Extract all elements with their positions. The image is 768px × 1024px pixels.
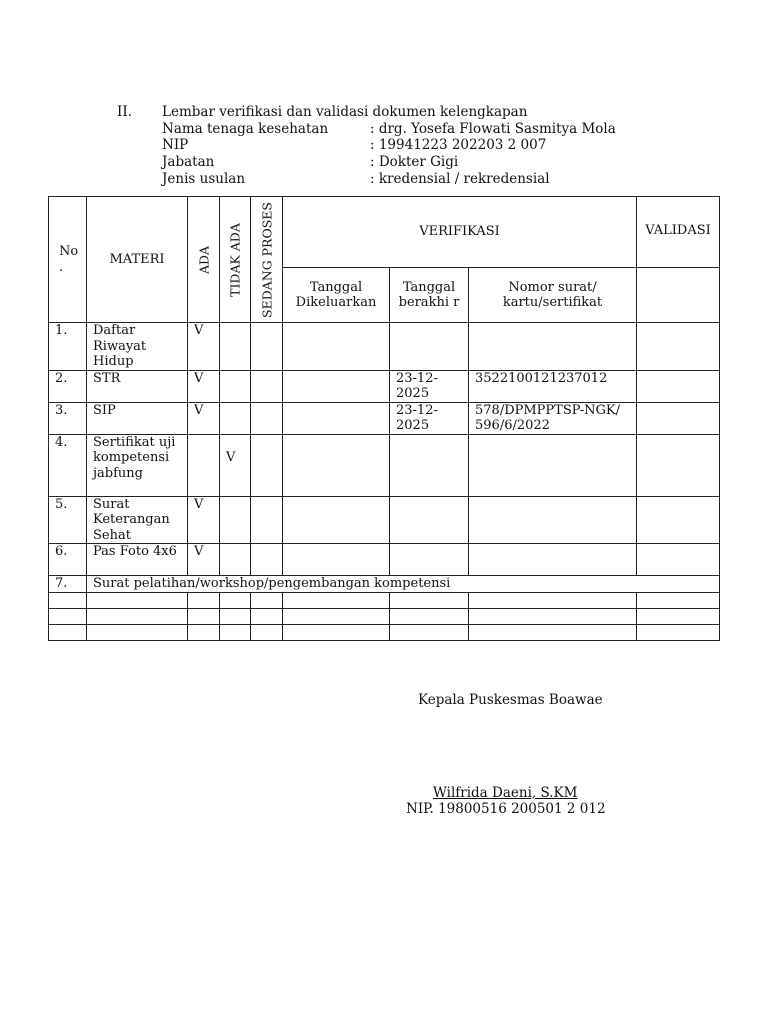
cell-no: 4. [49, 434, 87, 496]
cell-no: 2. [49, 370, 87, 402]
field-label: NIP [162, 137, 189, 153]
field-label: Jabatan [162, 154, 215, 170]
verification-table [48, 196, 720, 641]
cell-tidak-ada [220, 544, 251, 576]
field-value: : kredensial / rekredensial [370, 171, 550, 187]
cell-nomor [469, 496, 637, 544]
cell-tgl-akhir [390, 544, 469, 576]
cell-nomor: 578/DPMPPTSP-NGK/596/6/2022 [469, 402, 637, 434]
cell-ada: V [188, 544, 220, 576]
cell-tgl-keluar [283, 323, 390, 371]
cell-no: 7. [49, 576, 87, 593]
table-row [49, 434, 720, 496]
signature-name: Wilfrida Daeni, S.KM [433, 785, 578, 801]
cell-validasi [637, 496, 720, 544]
header-row-1 [49, 197, 720, 268]
cell-sedang-proses [251, 402, 283, 434]
header-sedang-proses: SEDANG PROSES [251, 197, 283, 323]
cell-no: 5. [49, 496, 87, 544]
cell-materi: Surat Keterangan Sehat [87, 496, 188, 544]
cell-tgl-akhir [390, 323, 469, 371]
cell-tgl-keluar [283, 496, 390, 544]
cell-tidak-ada [220, 402, 251, 434]
header-ada: ADA [188, 197, 220, 323]
field-value: : Dokter Gigi [370, 154, 459, 170]
cell-nomor [469, 434, 637, 496]
header-materi: MATERI [87, 197, 188, 323]
table-row [49, 402, 720, 434]
cell-tgl-akhir: 23-12-2025 [390, 402, 469, 434]
field-jabatan [162, 154, 458, 171]
field-value: : 19941223 202203 2 007 [370, 137, 547, 153]
table-row [49, 323, 720, 371]
cell-materi: STR [87, 370, 188, 402]
cell-tidak-ada [220, 370, 251, 402]
cell-sedang-proses [251, 496, 283, 544]
cell-sedang-proses [251, 434, 283, 496]
cell-materi-merged: Surat pelatihan/workshop/pengembangan kompetensi [87, 576, 720, 593]
signature-title: Kepala Puskesmas Boawae [418, 692, 603, 708]
document-title: Lembar verifikasi dan validasi dokumen kelengkapan [162, 104, 528, 120]
header-nomor-surat: Nomor surat/ kartu/sertifikat [469, 268, 637, 323]
section-number: II. [117, 104, 132, 120]
table-row [49, 370, 720, 402]
table-row [49, 544, 720, 576]
cell-sedang-proses [251, 544, 283, 576]
field-nama [162, 121, 616, 138]
cell-no: 3. [49, 402, 87, 434]
cell-tidak-ada [220, 323, 251, 371]
cell-nomor [469, 323, 637, 371]
cell-materi: Sertifikat uji kompetensi jabfung [87, 434, 188, 496]
field-jenis-usulan [162, 171, 550, 188]
cell-tgl-akhir: 23-12-2025 [390, 370, 469, 402]
cell-tidak-ada [220, 496, 251, 544]
cell-tgl-akhir [390, 434, 469, 496]
cell-ada: V [188, 370, 220, 402]
cell-ada: V [188, 496, 220, 544]
cell-ada [188, 434, 220, 496]
header-tanggal-dikeluarkan: Tanggal Dikeluarkan [283, 268, 390, 323]
cell-sedang-proses [251, 323, 283, 371]
cell-materi: SIP [87, 402, 188, 434]
cell-materi: Daftar Riwayat Hidup [87, 323, 188, 371]
cell-tgl-keluar [283, 402, 390, 434]
cell-no: 6. [49, 544, 87, 576]
empty-row [49, 608, 720, 624]
header-validasi-blank [637, 268, 720, 323]
cell-validasi [637, 544, 720, 576]
table-row-7 [49, 576, 720, 593]
cell-validasi [637, 434, 720, 496]
signature-nip: NIP. 19800516 200501 2 012 [406, 801, 606, 817]
header-validasi: VALIDASI [637, 197, 720, 268]
field-label: Jenis usulan [162, 171, 246, 187]
empty-row [49, 624, 720, 640]
cell-validasi [637, 402, 720, 434]
cell-validasi [637, 323, 720, 371]
empty-row [49, 592, 720, 608]
cell-ada: V [188, 323, 220, 371]
header-verifikasi: VERIFIKASI [283, 197, 637, 268]
cell-ada: V [188, 402, 220, 434]
cell-nomor: 3522100121237012 [469, 370, 637, 402]
cell-materi: Pas Foto 4x6 [87, 544, 188, 576]
cell-tgl-keluar [283, 544, 390, 576]
header-no: No . [49, 197, 87, 323]
cell-nomor [469, 544, 637, 576]
cell-tgl-akhir [390, 496, 469, 544]
table-row [49, 496, 720, 544]
field-value: : drg. Yosefa Flowati Sasmitya Mola [370, 121, 616, 137]
field-nip [162, 137, 546, 154]
cell-sedang-proses [251, 370, 283, 402]
header-tanggal-berakhir: Tanggal berakhi r [390, 268, 469, 323]
cell-tgl-keluar [283, 434, 390, 496]
field-label: Nama tenaga kesehatan [162, 121, 329, 137]
cell-validasi [637, 370, 720, 402]
cell-tidak-ada: V [220, 434, 251, 496]
header-tidak-ada: TIDAK ADA [220, 197, 251, 323]
cell-no: 1. [49, 323, 87, 371]
cell-tgl-keluar [283, 370, 390, 402]
